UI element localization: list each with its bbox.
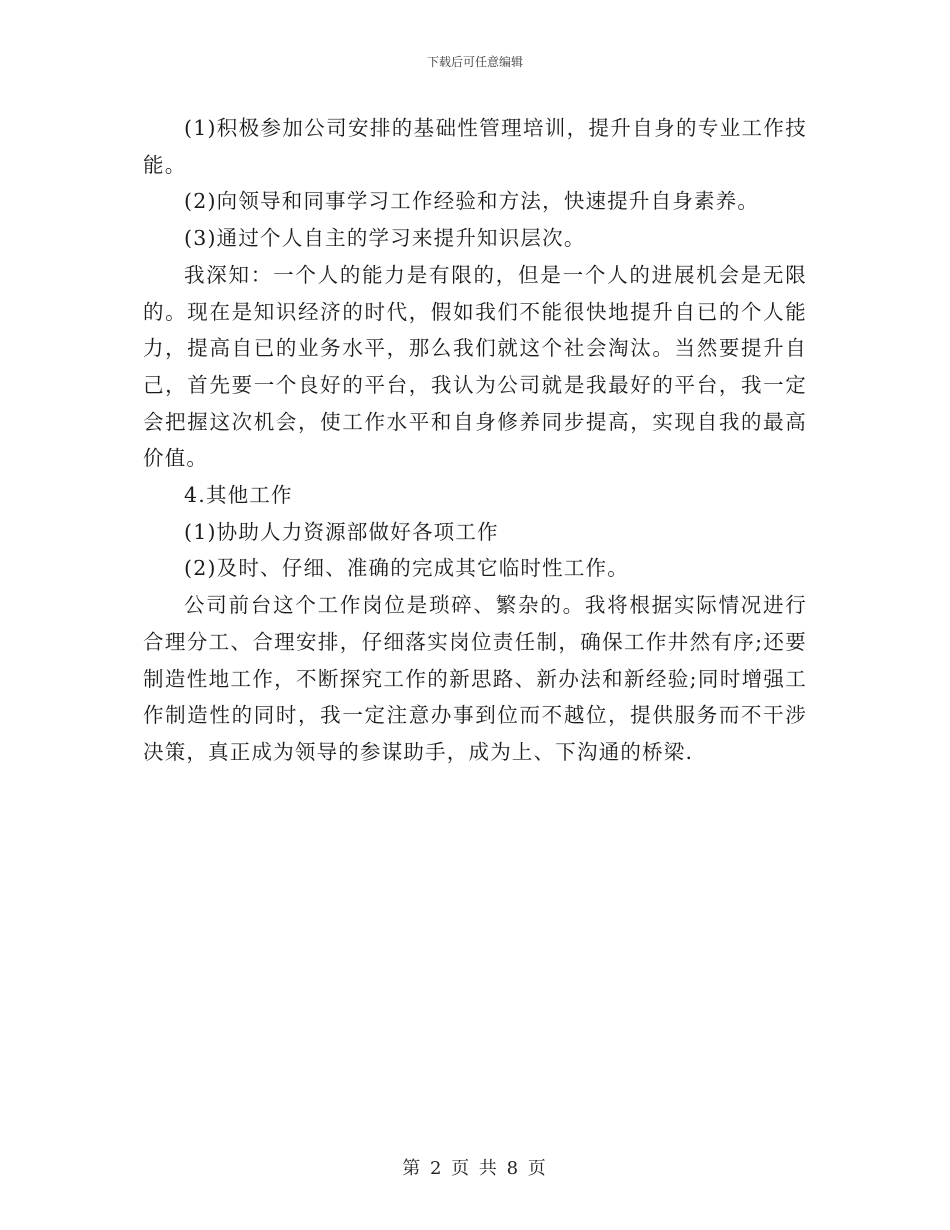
paragraph-learn-from-colleagues: (2)向领导和同事学习工作经验和方法，快速提升自身素养。 bbox=[184, 189, 760, 214]
paragraph-self-study: (3)通过个人自主的学习来提升知识层次。 bbox=[184, 226, 586, 251]
paragraph-self-improvement: 我深知：一个人的能力是有限的，但是一个人的进展机会是无限的。现在是知识经济的时代，假如我们不能很快地提升自已的个人能力，提高自已的业务水平，那么我们就这个社会淘汰。当然要提升自己，首先要一个良好的平台，我认为公司就是我最好的平台，我一定会把握这次机会，使工作水平和自身修养同步提高，实现自我的最高价值。 bbox=[143, 262, 807, 471]
paragraph-front-desk-summary: 公司前台这个工作岗位是琐碎、繁杂的。我将根据实际情况进行合理分工、合理安排，仔细落实岗位责任制，确保工作井然有序;还要制造性地工作，不断探究工作的新思路、新办法和新经验;同时增强工作制造性的同时，我一定注意办事到位而不越位，提供服务而不干涉决策，真正成为领导的参谋助手，成为上、下沟通的桥梁. bbox=[143, 593, 807, 764]
page-number: 第 2 页 共 8 页 bbox=[402, 1158, 548, 1179]
page-header: 下载后可任意编辑 bbox=[426, 55, 523, 69]
section-heading-other-work: 4.其他工作 bbox=[184, 483, 293, 508]
document-body bbox=[143, 110, 807, 771]
paragraph-training: (1)积极参加公司安排的基础性管理培训，提升自身的专业工作技能。 bbox=[143, 116, 807, 177]
paragraph-assist-hr: (1)协助人力资源部做好各项工作 bbox=[184, 519, 499, 544]
paragraph-temporary-tasks: (2)及时、仔细、准确的完成其它临时性工作。 bbox=[184, 556, 629, 581]
